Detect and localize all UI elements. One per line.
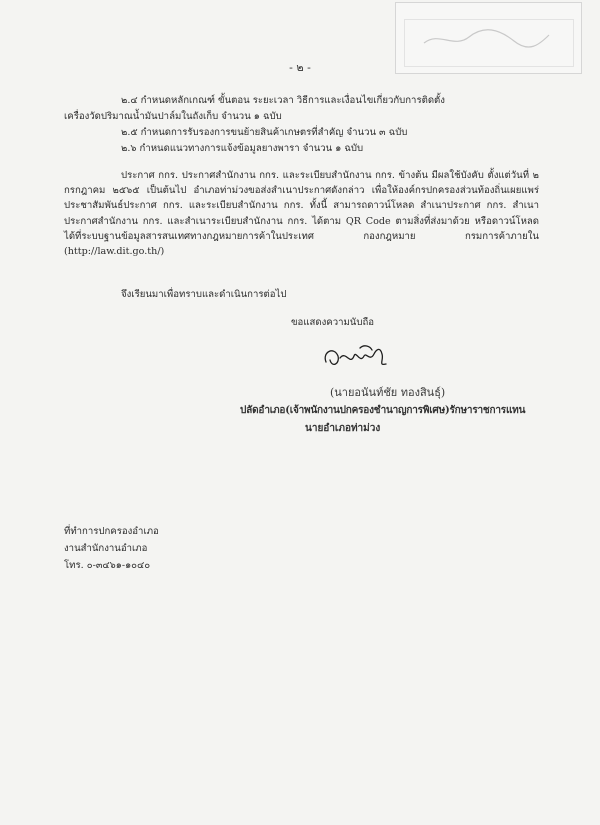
footer-phone: โทร. ๐-๓๔๖๑-๑๐๔๐ — [64, 560, 151, 571]
body-paragraph-text: ประกาศ กกร. ประกาศสำนักงาน กกร. และระเบียบสำนักงาน กกร. ข้างต้น มีผลใช้บังคับ ตั้งแต่วันที่ ๒ กรกฎาคม ๒๕๖๕ เป็นต้นไป อำเภอท่าม่วงขอส่งสำเนาประกาศดังกล่าว เพื่อให้องค์กรปกครองส่วนท้องถิ่นเผยแพร่ประชาสัมพันธ์ประกาศ กกร. และระเบียบสำนักงาน กกร. ทั้งนี้ สามารถดาวน์โหลด สำเนาประกาศ กกร. สำเนาประกาศสำนักงาน กกร. และสำเนาระเบียบสำนักงาน กกร. ได้ตาม QR Code ตามสิ่งที่ส่งมาด้วย หรือดาวน์โหลดได้ที่ระบบฐานข้อมูลสารสนเทศทางกฎหมายการค้าในประเทศ กองกฎหมาย กรมการค้าภายใน (http://law.dit.go.th/) — [64, 170, 539, 258]
footer-office: ที่ทำการปกครองอำเภอ — [64, 526, 159, 537]
closing-line: จึงเรียนมาเพื่อทราบและดำเนินการต่อไป — [121, 289, 287, 300]
signer-title-district-chief: นายอำเภอท่าม่วง — [305, 423, 381, 434]
footer-unit: งานสำนักงานอำเภอ — [64, 543, 148, 554]
regards-line: ขอแสดงความนับถือ — [291, 317, 375, 328]
item-2-4-line2: เครื่องวัดปริมาณน้ำมันปาล์มในถังเก็บ จำนวน ๑ ฉบับ — [64, 111, 282, 122]
signer-title: ปลัดอำเภอ(เจ้าพนักงานปกครองชำนาญการพิเศษ)รักษาราชการแทน — [240, 405, 526, 416]
signature — [320, 340, 390, 374]
body-paragraph — [64, 168, 539, 259]
stamp-handwriting — [414, 23, 554, 53]
signer-name: (นายอนันท์ชัย ทองสินธุ์) — [330, 386, 446, 399]
item-2-5: ๒.๕ กำหนดการรับรองการขนย้ายสินค้าเกษตรที่สำคัญ จำนวน ๓ ฉบับ — [121, 127, 408, 138]
page-number: - ๒ - — [289, 61, 311, 74]
item-2-4-line1: ๒.๔ กำหนดหลักเกณฑ์ ขั้นตอน ระยะเวลา วิธีการและเงื่อนไขเกี่ยวกับการติดตั้ง — [121, 95, 445, 106]
item-2-6: ๒.๖ กำหนดแนวทางการแจ้งข้อมูลยางพารา จำนวน ๑ ฉบับ — [121, 143, 364, 154]
